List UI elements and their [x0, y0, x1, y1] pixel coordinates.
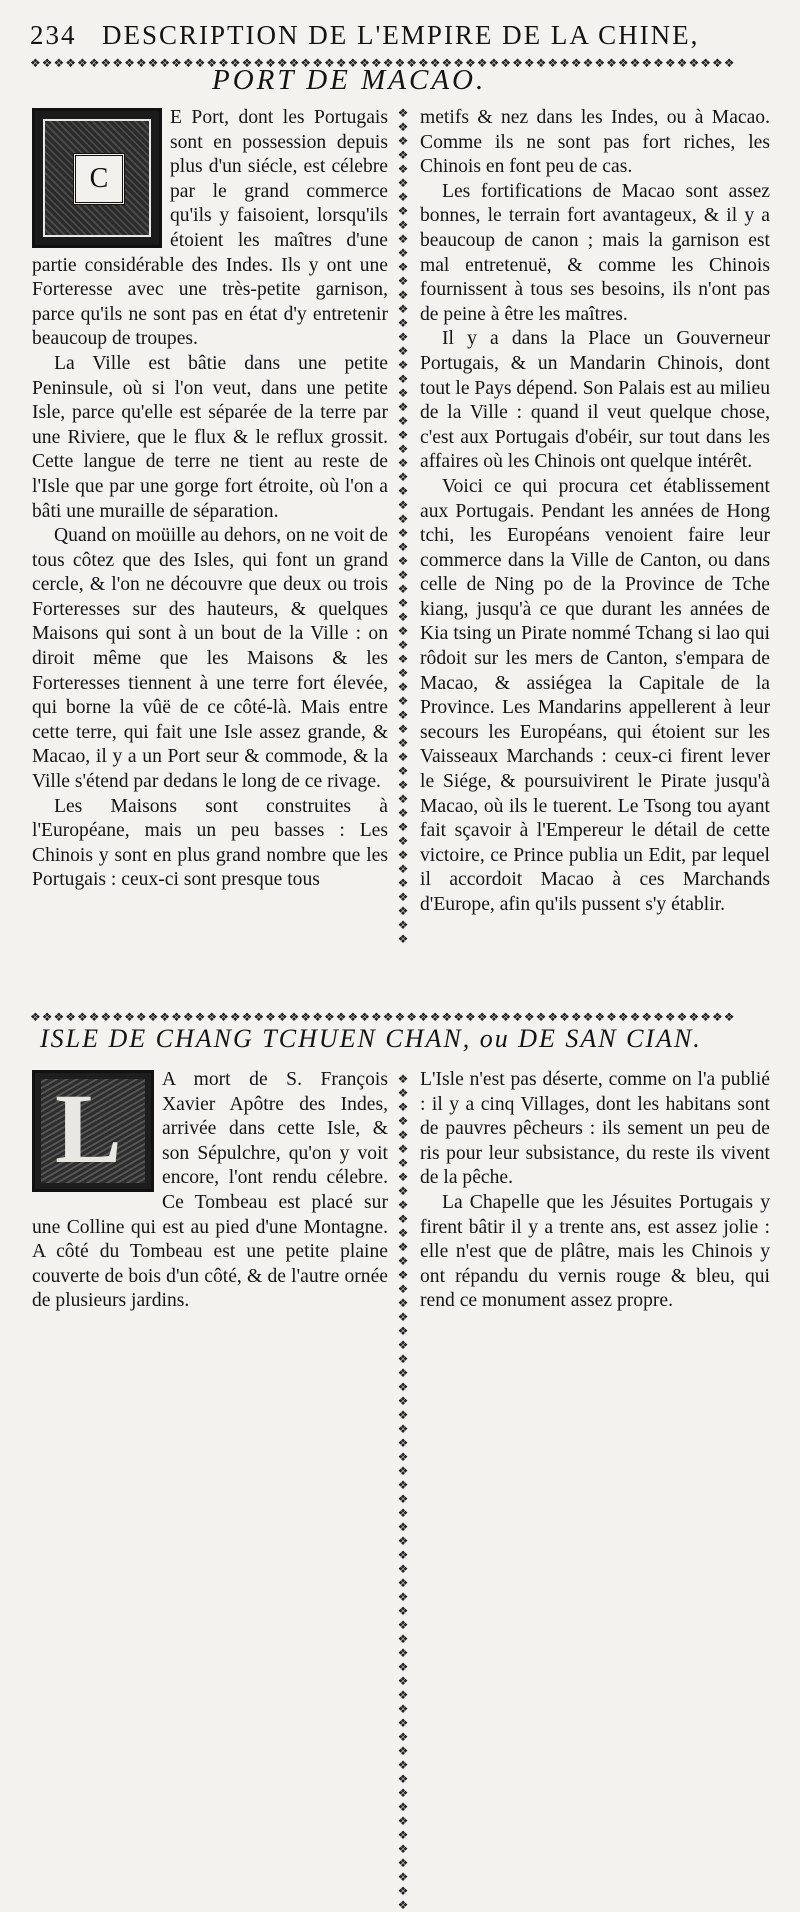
- paragraph: Voici ce qui procura cet établissement aux Portugais. Pendant les années de Hong tchi, les Européans venoient faire leur commerce dans la Ville de Canton, ou dans celle de Ning po de la Province de Tche kiang, jusqu'à ce que durant les années de Kia tsing un Pirate nommé Tchang si lao qui rôdoit sur les mers de Canton, s'empara de Macao, & assiégea la Capitale de la Province. Les Mandarins appellerent à leur secours les Européans, qui étoient sur les Vaisseaux Marchands : ceux-ci firent lever le Siége, & poursuivirent le Pirate jusqu'à Macao, où ils le tuerent. Le Tsong tou ayant fait sçavoir à l'Empereur le détail de cette victoire, ce Prince publia un Edit, par lequel il accordoit Macao à ces Marchands d'Europe, afin qu'ils pussent s'y établir.: [420, 475, 770, 915]
- initial-letter: L: [55, 1073, 122, 1184]
- paragraph: Les fortifications de Macao sont assez bonnes, le terrain fort avantageux, & il y a beaucoup de canon ; mais la garnison est mal entretenuë, & comme les Chinois fournissent à tous ses besoins, ils n'ont pas de peine à être les maîtres.: [420, 180, 770, 325]
- section2-left-column: [32, 1068, 388, 1348]
- section1-right-column: [420, 106, 770, 1006]
- paragraph: Quand on moüille au dehors, on ne voit de tous côtez que des Isles, qui font un grand cercle, & l'on ne découvre que deux ou trois Forteresses sur des hauteurs, & quelques Maisons qui sont à un bout de la Ville : on diroit même que les Maisons & les Forteresses tiennent à une terre fort élevée, qui borne la vûë de ce côté-là. Mais entre cette terre, qui fait une Isle assez grande, & Macao, il y a un Port seur & commode, & la Ville s'étend par dedans le long de ce rivage.: [32, 525, 388, 793]
- running-title: DESCRIPTION DE L'EMPIRE DE LA CHINE,: [102, 20, 700, 50]
- paragraph: Les Maisons sont construites à l'Européane, mais un peu basses : Les Chinois y sont en plus grand nombre que les Portugais : ceux-ci sont presque tous: [32, 795, 388, 891]
- section-title-port-de-macao: PORT DE MACAO.: [212, 64, 487, 96]
- decorative-initial-c: [32, 108, 162, 248]
- section-title-isle-de-chang-tchuen-chan: ISLE DE CHANG TCHUEN CHAN, ou DE SAN CIAN.: [40, 1024, 702, 1053]
- section1-left-column: [32, 106, 388, 1006]
- ornament-rule-middle: ❖❖❖❖❖❖❖❖❖❖❖❖❖❖❖❖❖❖❖❖❖❖❖❖❖❖❖❖❖❖❖❖❖❖❖❖❖❖❖❖❖❖❖❖❖❖❖❖❖❖❖❖❖❖❖❖❖❖❖❖: [30, 1010, 736, 1024]
- paragraph: A mort de S. François Xavier Apôtre des Indes, arrivée dans cette Isle, & son Sépulchre, qu'on y voit encore, l'ont rendu célebre. Ce Tombeau est placé sur une Colline qui est au pied d'une Montagne. A côté du Tombeau est une petite plaine couverte de bois d'un côté, & de l'autre ornée de plusieurs jardins.: [32, 1069, 388, 1312]
- initial-letter: C: [73, 153, 125, 205]
- column-divider-ornament: ❖❖❖❖❖❖❖❖❖❖❖❖❖❖❖❖❖❖❖❖❖❖❖❖❖❖❖❖❖❖❖❖❖❖❖❖❖❖❖❖❖❖❖❖❖❖❖❖❖❖❖❖❖❖❖❖❖❖❖❖: [397, 106, 409, 946]
- decorative-initial-l: [32, 1070, 154, 1192]
- ornament-rule-top: ❖❖❖❖❖❖❖❖❖❖❖❖❖❖❖❖❖❖❖❖❖❖❖❖❖❖❖❖❖❖❖❖❖❖❖❖❖❖❖❖❖❖❖❖❖❖❖❖❖❖❖❖❖❖❖❖❖❖❖❖: [30, 56, 736, 70]
- section2-right-column: [420, 1068, 770, 1348]
- paragraph: L'Isle n'est pas déserte, comme on l'a publié : il y a cinq Villages, dont les habitans sont de pauvres pêcheurs : ils sement un peu de ris pour leur subsistance, du reste ils vivent de la pêche.: [420, 1069, 770, 1189]
- paragraph: metifs & nez dans les Indes, ou à Macao. Comme ils ne sont pas fort riches, les Chinois en font peu de cas.: [420, 107, 770, 178]
- paragraph: La Chapelle que les Jésuites Portugais y firent bâtir il y a trente ans, est assez jolie : elle n'est que de plâtre, mais les Chinois y ont répandu du vernis rouge & bleu, qui rend ce monument assez propre.: [420, 1191, 770, 1312]
- paragraph: Il y a dans la Place un Gouverneur Portugais, & un Mandarin Chinois, dont tout le Pays dépend. Son Palais est au milieu de la Ville : quand il veut quelque chose, c'est aux Portugais d'obéir, sur tout dans les affaires où les Chinois ont quelque intérêt.: [420, 328, 770, 473]
- page-number: 234: [30, 20, 77, 50]
- column-divider-ornament: ❖❖❖❖❖❖❖❖❖❖❖❖❖❖❖❖❖❖❖❖❖❖❖❖❖❖❖❖❖❖❖❖❖❖❖❖❖❖❖❖❖❖❖❖❖❖❖❖❖❖❖❖❖❖❖❖❖❖❖❖: [397, 1072, 409, 1912]
- paragraph: La Ville est bâtie dans une petite Peninsule, où si l'on veut, dans une petite Isle, parce qu'elle est séparée de la terre par une Riviere, que le flux & le reflux grossit. Cette langue de terre ne tient au reste de l'Isle que par une gorge fort étroite, où l'on a bâti une muraille de séparation.: [32, 352, 388, 522]
- page-header: [30, 14, 770, 54]
- paragraph: E Port, dont les Portugais sont en possession depuis plus d'un siécle, est célebre par le grand commerce qu'ils y faisoient, lorsqu'ils étoient les maîtres d'une partie considérable des Indes. Ils y ont une Forteresse avec une très-petite garnison, parce qu'ils ne sont pas en état d'y entretenir beaucoup de troupes.: [32, 107, 388, 350]
